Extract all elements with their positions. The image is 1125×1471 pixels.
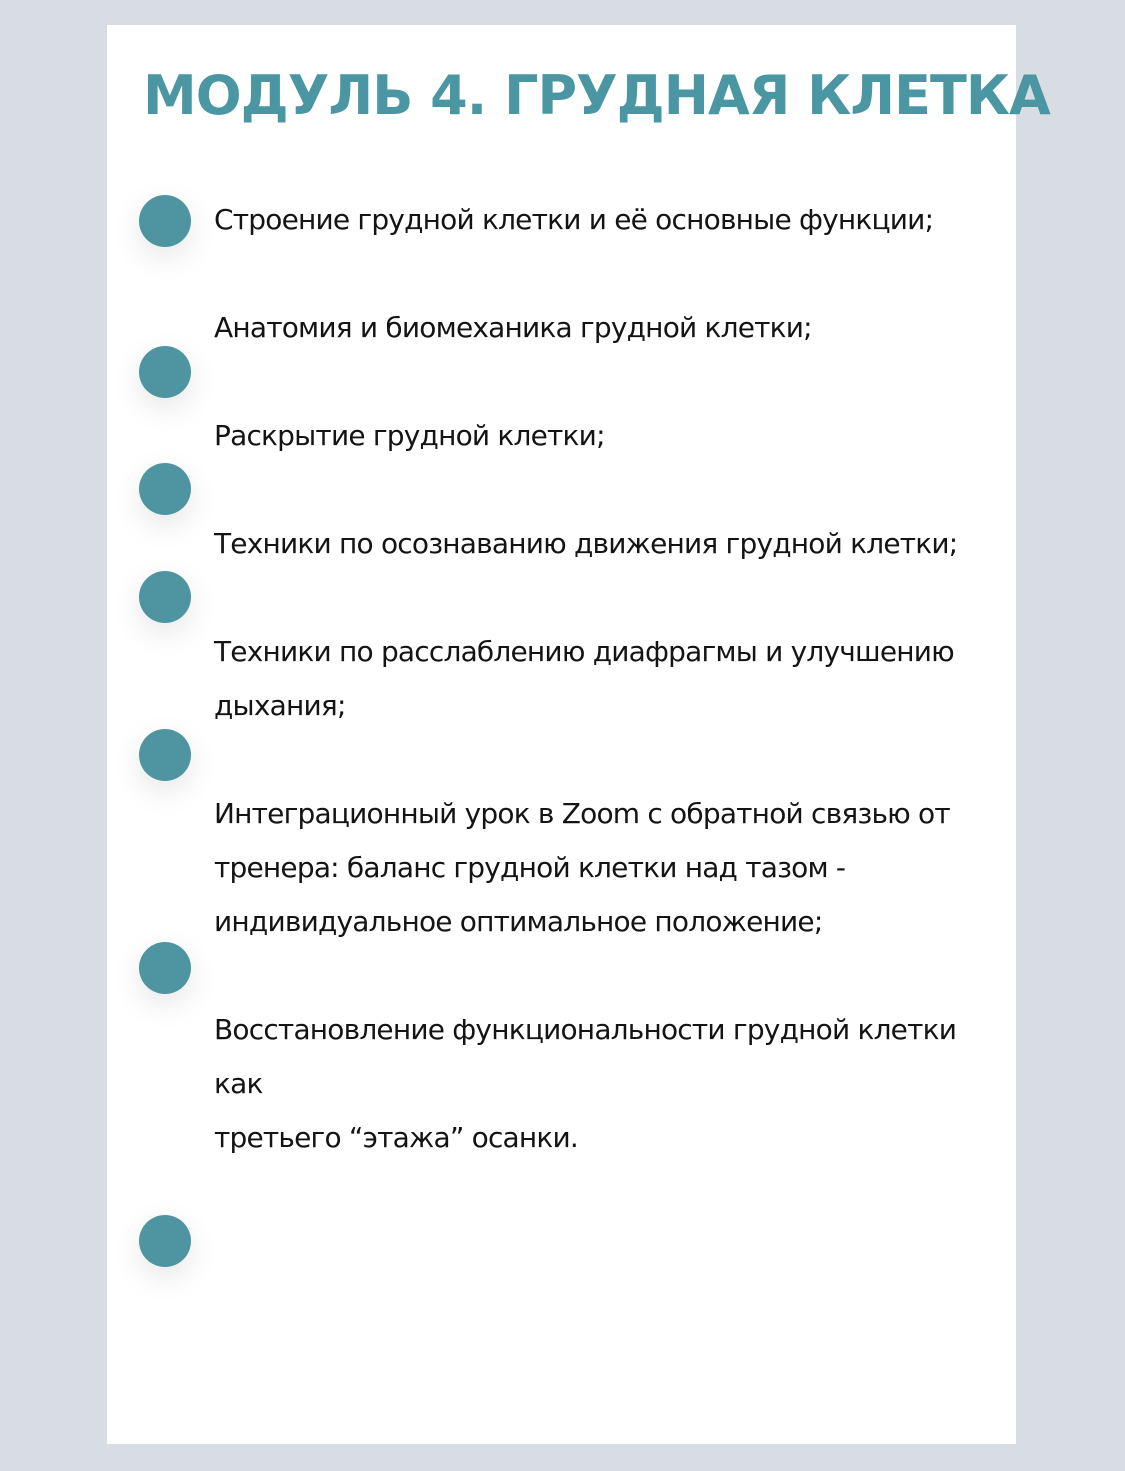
list-item: Техники по расслаблению диафрагмы и улучшению дыхания; — [214, 635, 954, 722]
bullet-dot — [139, 195, 191, 247]
list-item: Интеграционный урок в Zoom с обратной связью от тренера: баланс грудной клетки над тазом - индивидуальное оптимальное положение; — [214, 797, 950, 938]
bullet-dot — [139, 942, 191, 994]
list-item: Восстановление функциональности грудной клетки как третьего “этажа” осанки. — [214, 1013, 957, 1154]
list-item: Раскрытие грудной клетки; — [214, 419, 605, 452]
list-item: Анатомия и биомеханика грудной клетки; — [214, 311, 812, 344]
list-item: Строение грудной клетки и её основные функции; — [214, 203, 934, 236]
bullet-dot — [139, 463, 191, 515]
bullet-dot — [139, 346, 191, 398]
module-card — [107, 25, 1050, 1444]
list-item: Техники по осознаванию движения грудной клетки; — [214, 527, 958, 560]
bullet-dot — [139, 1215, 191, 1267]
bullet-dot — [139, 729, 191, 781]
bullet-dot — [139, 571, 191, 623]
module-title: МОДУЛЬ 4. ГРУДНАЯ КЛЕТКА — [143, 64, 1050, 127]
